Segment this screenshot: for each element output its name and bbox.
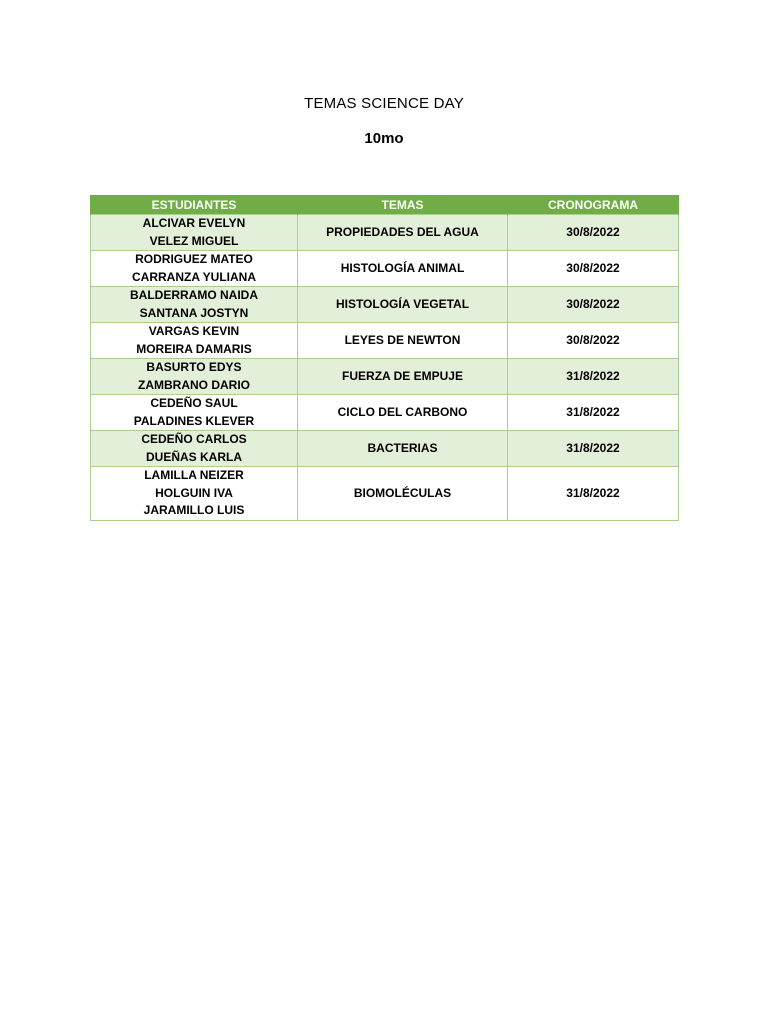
table-row (91, 431, 679, 467)
student-name: VARGAS KEVIN (148, 324, 240, 338)
student-name: VELEZ MIGUEL (149, 233, 239, 248)
student-name: CARRANZA YULIANA (132, 269, 256, 284)
students-cell (91, 215, 298, 251)
page-subtitle: 10mo (364, 130, 404, 147)
student-name: DUEÑAS KARLA (146, 449, 242, 464)
header-estudiantes: ESTUDIANTES (91, 195, 298, 215)
date-cell: 30/8/2022 (508, 215, 679, 251)
students-cell (91, 467, 298, 521)
date-cell: 31/8/2022 (508, 431, 679, 467)
student-name: BALDERRAMO NAIDA (130, 288, 258, 302)
table-header-row (91, 195, 679, 215)
student-name: ALCIVAR EVELYN (142, 216, 246, 230)
student-name: PALADINES KLEVER (133, 413, 255, 428)
topic-cell: CICLO DEL CARBONO (298, 395, 508, 431)
topic-cell: BACTERIAS (298, 431, 508, 467)
student-name: LAMILLA NEIZER (144, 468, 244, 482)
date-cell: 31/8/2022 (508, 395, 679, 431)
topic-cell: HISTOLOGÍA ANIMAL (298, 251, 508, 287)
table-row (91, 359, 679, 395)
topic-cell: PROPIEDADES DEL AGUA (298, 215, 508, 251)
students-cell (91, 359, 298, 395)
table-row (91, 251, 679, 287)
table-row (91, 287, 679, 323)
students-cell (91, 323, 298, 359)
date-cell: 30/8/2022 (508, 287, 679, 323)
page-title: TEMAS SCIENCE DAY (304, 95, 464, 112)
date-cell: 30/8/2022 (508, 323, 679, 359)
student-name: JARAMILLO LUIS (143, 503, 245, 517)
student-name: BASURTO EDYS (146, 360, 242, 374)
students-cell (91, 251, 298, 287)
student-name: CEDEÑO CARLOS (141, 432, 247, 446)
students-cell (91, 287, 298, 323)
header-cronograma: CRONOGRAMA (508, 195, 679, 215)
table-row (91, 395, 679, 431)
student-name: MOREIRA DAMARIS (136, 341, 252, 356)
student-name: HOLGUIN IVA (155, 485, 233, 500)
date-cell: 31/8/2022 (508, 467, 679, 521)
date-cell: 30/8/2022 (508, 251, 679, 287)
topic-cell: LEYES DE NEWTON (298, 323, 508, 359)
topic-cell: FUERZA DE EMPUJE (298, 359, 508, 395)
header-temas: TEMAS (298, 195, 508, 215)
student-name: ZAMBRANO DARIO (138, 377, 250, 392)
student-name: RODRIGUEZ MATEO (135, 252, 253, 266)
schedule-table (90, 195, 679, 521)
table-row (91, 467, 679, 521)
student-name: CEDEÑO SAUL (150, 396, 238, 410)
table-row (91, 215, 679, 251)
students-cell (91, 395, 298, 431)
table-row (91, 323, 679, 359)
topic-cell: BIOMOLÉCULAS (298, 467, 508, 521)
date-cell: 31/8/2022 (508, 359, 679, 395)
students-cell (91, 431, 298, 467)
student-name: SANTANA JOSTYN (139, 305, 249, 320)
topic-cell: HISTOLOGÍA VEGETAL (298, 287, 508, 323)
